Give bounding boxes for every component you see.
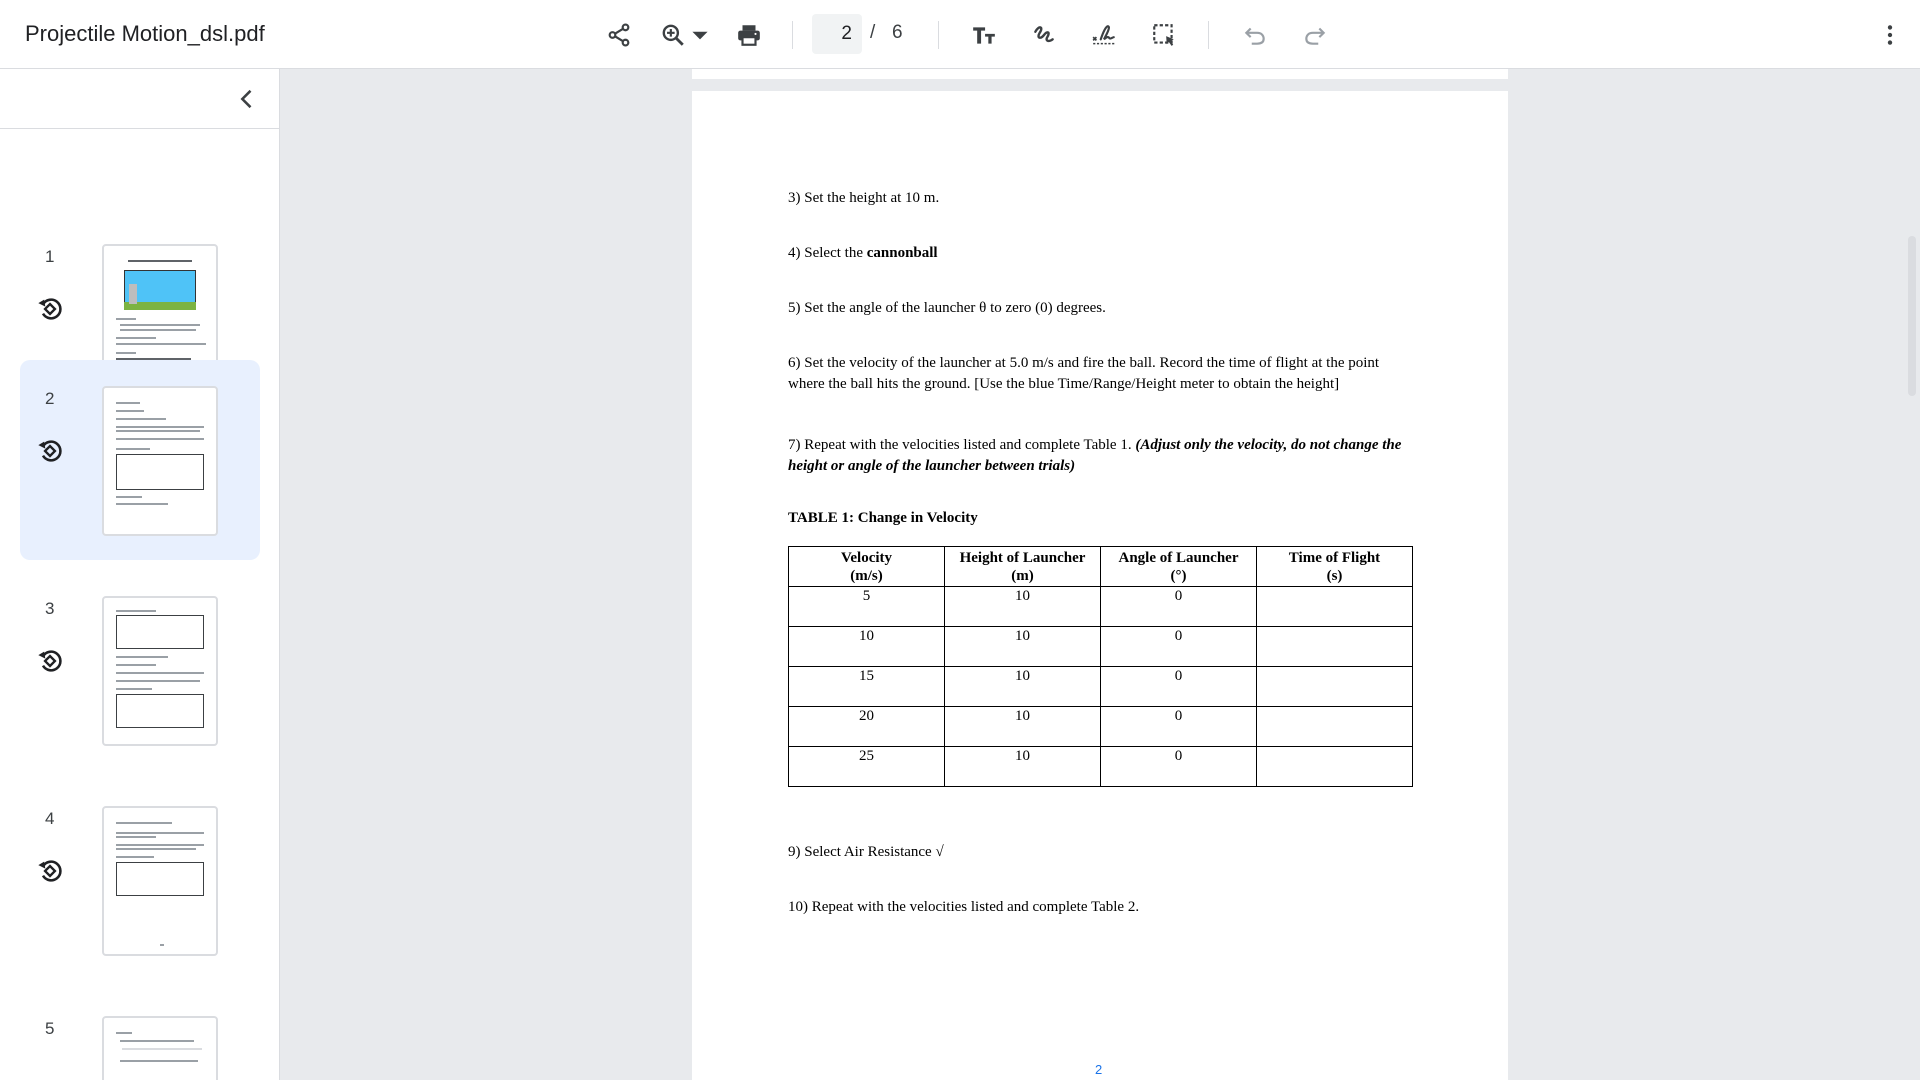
thumbnail-number: 4: [45, 809, 55, 828]
thumbnail-item-page-1[interactable]: [20, 175, 260, 375]
thumbnail-number: 1: [45, 247, 55, 266]
table-title: TABLE 1: Change in Velocity: [788, 510, 978, 526]
text-icon: [971, 22, 997, 48]
sidebar-header: [0, 69, 279, 129]
cell-angle: 0: [1101, 587, 1257, 627]
cell-velocity: 20: [789, 707, 945, 747]
cell-time: [1257, 627, 1413, 667]
step-9-text: 9) Select Air Resistance √: [788, 844, 944, 860]
step-3-text: 3) Set the height at 10 m.: [788, 190, 940, 206]
document-title: Projectile Motion_dsl.pdf: [25, 21, 265, 46]
toolbar: [0, 0, 1920, 69]
rotate-page-button[interactable]: [36, 295, 64, 323]
thumbnail-image: [102, 596, 218, 746]
chevron-left-icon: [233, 85, 261, 113]
toolbar-divider: [1208, 21, 1209, 49]
select-area-icon: [1151, 22, 1177, 48]
cell-angle: 0: [1101, 627, 1257, 667]
table-header-angle: Angle of Launcher (°): [1101, 547, 1257, 587]
draw-tool-button[interactable]: [1026, 17, 1062, 53]
table-header-time: Time of Flight (s): [1257, 547, 1413, 587]
redo-icon: [1302, 22, 1328, 48]
step-5-text: 5) Set the angle of the launcher θ to zero (0) degrees.: [788, 300, 1106, 316]
table-row: [789, 627, 1413, 667]
rotate-icon: [36, 647, 64, 675]
cell-velocity: 25: [789, 747, 945, 787]
caret-down-icon: [687, 22, 713, 48]
cell-velocity: 15: [789, 667, 945, 707]
cell-velocity: 5: [789, 587, 945, 627]
undo-icon: [1242, 22, 1268, 48]
rotate-icon: [36, 437, 64, 465]
step-6-text: 6) Set the velocity of the launcher at 5.0 m/s and fire the ball. Record the time of flight at the point where the ball hits the ground. [Use the blue Time/Range/Height meter to obtain the height]: [788, 355, 1380, 392]
select-area-tool-button[interactable]: [1146, 17, 1182, 53]
cell-angle: 0: [1101, 747, 1257, 787]
share-button[interactable]: [601, 17, 637, 53]
table-header-velocity: Velocity (m/s): [789, 547, 945, 587]
zoom-button[interactable]: [655, 17, 691, 53]
thumbnail-item-page-2[interactable]: [20, 360, 260, 560]
cell-height: 10: [945, 587, 1101, 627]
toolbar-divider: [938, 21, 939, 49]
cell-time: [1257, 667, 1413, 707]
undo-button[interactable]: [1237, 17, 1273, 53]
cell-time: [1257, 587, 1413, 627]
vertical-scrollbar[interactable]: [1908, 236, 1916, 396]
table-row: [789, 707, 1413, 747]
cell-angle: 0: [1101, 707, 1257, 747]
pdf-page: [692, 91, 1508, 1080]
share-icon: [606, 22, 632, 48]
table-row: [789, 667, 1413, 707]
cell-velocity: 10: [789, 627, 945, 667]
zoom-dropdown-button[interactable]: [687, 17, 713, 53]
redo-button[interactable]: [1297, 17, 1333, 53]
cell-height: 10: [945, 747, 1101, 787]
step-4-text: 4) Select the cannonball: [788, 245, 938, 261]
rotate-page-button[interactable]: [36, 647, 64, 675]
total-pages: 6: [892, 22, 903, 43]
draw-icon: [1031, 22, 1057, 48]
thumbnail-image: [102, 806, 218, 956]
thumbnail-item-page-5[interactable]: [20, 990, 260, 1080]
table-row: [789, 587, 1413, 627]
cell-height: 10: [945, 667, 1101, 707]
velocity-table: [788, 546, 1413, 787]
thumbnail-number: 5: [45, 1019, 55, 1038]
cell-time: [1257, 707, 1413, 747]
thumbnail-item-page-4[interactable]: [20, 780, 260, 980]
cell-angle: 0: [1101, 667, 1257, 707]
cell-height: 10: [945, 707, 1101, 747]
signature-icon: [1091, 22, 1117, 48]
cell-height: 10: [945, 627, 1101, 667]
signature-tool-button[interactable]: [1086, 17, 1122, 53]
text-tool-button[interactable]: [966, 17, 1002, 53]
thumbnail-item-page-3[interactable]: [20, 570, 260, 770]
rotate-icon: [36, 857, 64, 885]
thumbnail-sidebar: [0, 69, 280, 1080]
thumbnail-number: 3: [45, 599, 55, 618]
table-header-height: Height of Launcher (m): [945, 547, 1101, 587]
current-page-input[interactable]: [812, 14, 862, 54]
zoom-in-icon: [660, 22, 686, 48]
previous-page-bottom: [692, 69, 1508, 79]
thumbnail-image: [102, 1016, 218, 1080]
rotate-icon: [36, 295, 64, 323]
table-row: [789, 747, 1413, 787]
print-button[interactable]: [731, 17, 767, 53]
step-7-text: 7) Repeat with the velocities listed and complete Table 1. (Adjust only the velocity, do not change the height or angle of the launcher between trials): [788, 437, 1402, 474]
page-number: 2: [1095, 1062, 1103, 1077]
thumbnail-image: [102, 386, 218, 536]
thumbnail-number: 2: [45, 389, 55, 408]
step-10-text: 10) Repeat with the velocities listed and complete Table 2.: [788, 899, 1140, 915]
toolbar-divider: [792, 21, 793, 49]
print-icon: [736, 22, 762, 48]
more-options-button[interactable]: [1872, 17, 1908, 53]
page-separator: /: [870, 22, 876, 43]
rotate-page-button[interactable]: [36, 437, 64, 465]
more-vert-icon: [1877, 22, 1903, 48]
collapse-sidebar-button[interactable]: [233, 85, 261, 113]
rotate-page-button[interactable]: [36, 857, 64, 885]
cell-time: [1257, 747, 1413, 787]
